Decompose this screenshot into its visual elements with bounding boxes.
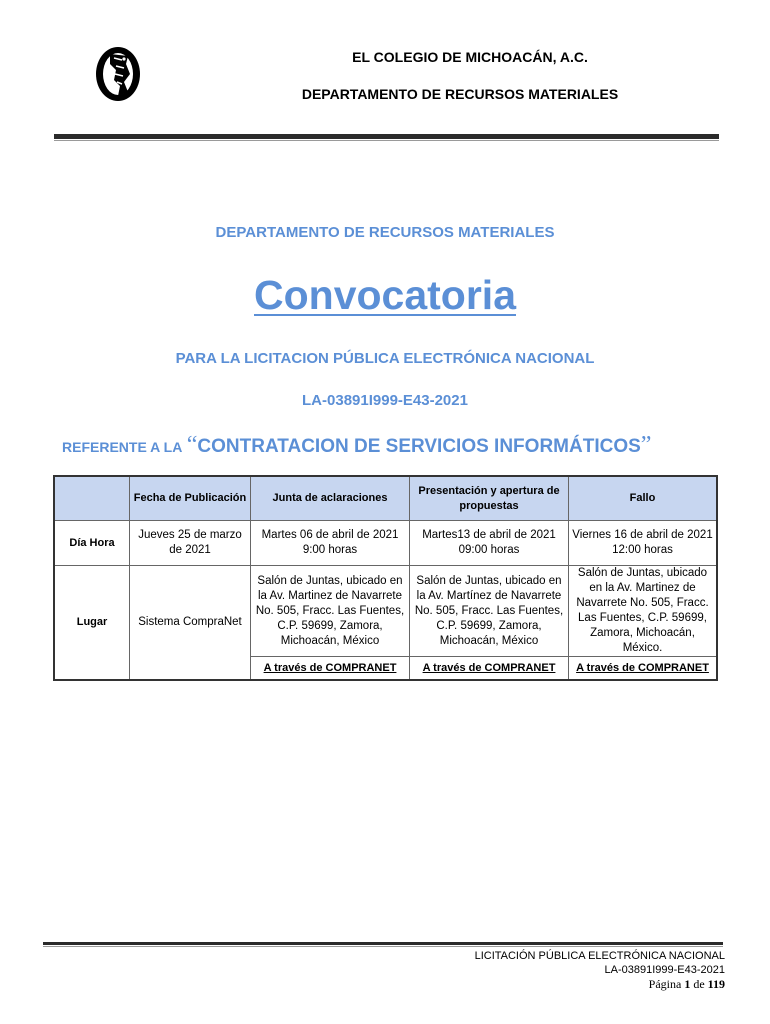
- footer-title: LICITACIÓN PÚBLICA ELECTRÓNICA NACIONAL: [474, 950, 725, 962]
- table-cell: Jueves 25 de marzo de 2021: [130, 521, 251, 566]
- page-indicator: [649, 977, 725, 992]
- compranet-note: A través de COMPRANET: [422, 661, 556, 674]
- main-title: Convocatoria: [254, 272, 516, 318]
- table-cell: Sistema CompraNet: [130, 566, 251, 681]
- subtitle: PARA LA LICITACION PÚBLICA ELECTRÓNICA NACIONAL: [175, 350, 595, 367]
- table-cell: Martes 06 de abril de 2021 9:00 horas: [251, 521, 410, 566]
- institution-name: EL COLEGIO DE MICHOACÁN, A.C.: [352, 49, 588, 65]
- row-label-day-hour: Día Hora: [54, 521, 130, 566]
- footer-divider-thin: [43, 946, 723, 947]
- section-title: DEPARTAMENTO DE RECURSOS MATERIALES: [215, 224, 555, 241]
- compranet-note: A través de COMPRANET: [263, 661, 397, 674]
- footer-code: LA-03891I999-E43-2021: [604, 964, 725, 976]
- header-proposals: Presentación y apertura de propuestas: [410, 476, 569, 521]
- table-row: [54, 566, 717, 657]
- table-header-row: [54, 476, 717, 521]
- header-ruling: Fallo: [569, 476, 718, 521]
- table-cell: [410, 657, 569, 681]
- department-name: DEPARTAMENTO DE RECURSOS MATERIALES: [301, 86, 619, 102]
- colegio-fish-logo-icon: [88, 44, 148, 104]
- table-cell: Salón de Juntas, ubicado en la Av. Martinez de Navarrete No. 505, Fracc. Las Fuentes, C.P. 59699, Zamora, Michoacán, México: [251, 566, 410, 657]
- table-cell: [569, 657, 718, 681]
- header-empty: [54, 476, 130, 521]
- schedule-table: [53, 475, 718, 681]
- tender-code: LA-03891I999-E43-2021: [302, 392, 468, 409]
- page-label: Página: [648, 977, 682, 991]
- referente-line: [62, 432, 651, 459]
- open-quote: “: [186, 432, 198, 458]
- table-cell: [251, 657, 410, 681]
- compranet-note: A través de COMPRANET: [576, 661, 709, 674]
- table-cell: Salón de Juntas, ubicado en la Av. Martinez de Navarrete No. 505, Fracc. Las Fuentes, C.P. 59699, Zamora, Michoacán, México.: [569, 566, 718, 657]
- header-divider: [54, 134, 719, 139]
- table-cell: Martes13 de abril de 2021 09:00 horas: [410, 521, 569, 566]
- referente-label: REFERENTE A LA: [62, 439, 183, 455]
- header-divider-thin: [54, 140, 719, 141]
- of-label: de: [693, 977, 705, 991]
- header-publication: Fecha de Publicación: [130, 476, 251, 521]
- table-row: [54, 521, 717, 566]
- total-pages: 119: [707, 977, 725, 991]
- table-cell: Salón de Juntas, ubicado en la Av. Martínez de Navarrete No. 505, Fracc. Las Fuentes, C.P. 59699, Zamora, Michoacán, México: [410, 566, 569, 657]
- page-number: 1: [684, 977, 691, 991]
- referente-text: CONTRATACION DE SERVICIOS INFORMÁTICOS: [197, 436, 641, 457]
- table-cell: Viernes 16 de abril de 2021 12:00 horas: [569, 521, 718, 566]
- footer-divider: [43, 942, 723, 945]
- header-clarifications: Junta de aclaraciones: [251, 476, 410, 521]
- row-label-place: Lugar: [54, 566, 130, 681]
- close-quote: ”: [640, 432, 652, 458]
